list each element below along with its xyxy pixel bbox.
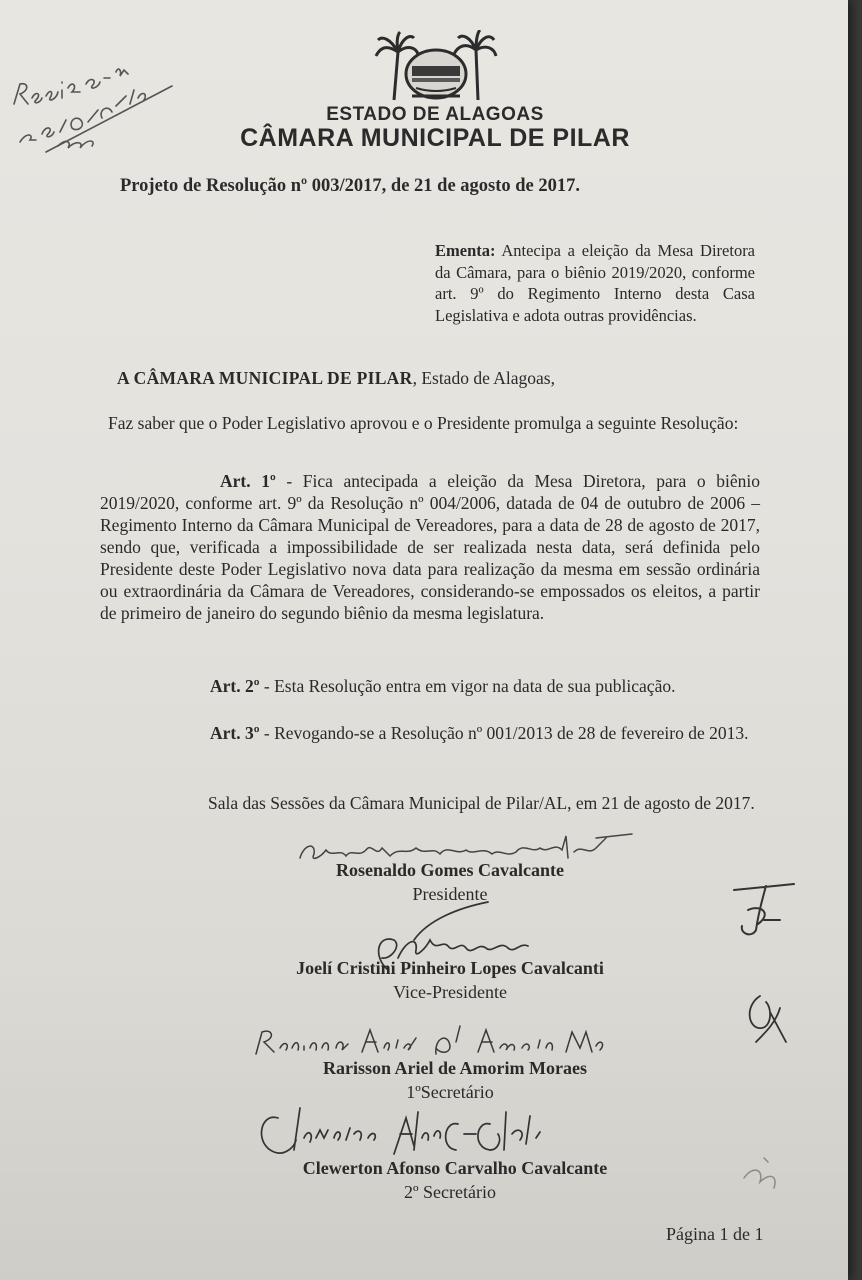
- margin-initial-3: [734, 1138, 794, 1198]
- document-title: Projeto de Resolução nº 003/2017, de 21 de agosto de 2017.: [120, 176, 581, 196]
- article-3: [96, 722, 760, 744]
- signatory-3-role: 1ºSecretário: [406, 1082, 494, 1102]
- salutation: [117, 368, 555, 389]
- signature-mark-second-secretary: [250, 1104, 550, 1162]
- page-number: Página 1 de 1: [666, 1224, 764, 1244]
- signatory-3-name: Rarisson Ariel de Amorim Moraes: [323, 1058, 587, 1078]
- margin-initial-2: [740, 988, 800, 1048]
- article-2-text: - Esta Resolução entra em vigor na data de sua publicação.: [259, 676, 676, 696]
- ementa-block: [435, 240, 755, 326]
- signatory-4-name: Clewerton Afonso Carvalho Cavalcante: [302, 1158, 608, 1178]
- margin-initial-1: [728, 880, 808, 940]
- signatory-4-role: 2º Secretário: [403, 1182, 497, 1202]
- salutation-rest: , Estado de Alagoas,: [412, 368, 555, 388]
- article-3-text: - Revogando-se a Resolução nº 001/2013 de 28 de fevereiro de 2013.: [259, 723, 749, 743]
- article-1: [100, 470, 760, 624]
- signatory-1-role: Presidente: [412, 884, 488, 904]
- header-state: ESTADO DE ALAGOAS: [326, 104, 544, 125]
- article-2: [210, 676, 675, 697]
- ementa-text: Antecipa a eleição da Mesa Diretora da Câmara, para o biênio 2019/2020, conforme art. 9º do Regimento Interno desta Casa Legislativa e adota outras providências.: [435, 241, 756, 325]
- handwritten-receipt-note: [6, 34, 176, 164]
- closing-statement: Sala das Sessões da Câmara Municipal de Pilar/AL, em 21 de agosto de 2017.: [208, 793, 755, 813]
- article-2-label: Art. 2º: [210, 676, 260, 696]
- preamble: Faz saber que o Poder Legislativo aprovou e o Presidente promulga a seguinte Resolução:: [108, 413, 739, 433]
- header-chamber: CÂMARA MUNICIPAL DE PILAR: [240, 124, 630, 152]
- signatory-2-name: Joelí Cristini Pinheiro Lopes Cavalcanti: [296, 958, 604, 978]
- article-1-text: - Fica antecipada a eleição da Mesa Diretora, para o biênio 2019/2020, conforme art. 9º da Resolução nº 004/2006, datada de 04 de outubro de 2006 – Regimento Interno da Câmara Municipal de Vereadores, para a data de 28 de agosto de 2017, sendo que, verificada a impossibilidade de ser realizada nesta data, será definida pelo Presidente deste Poder Legislativo nova data para realização da mesma em sessão ordinária ou extraordinária da Câmara de Vereadores, considerando-se empossados os eleitos, a partir de primeiro de janeiro do segundo biênio da mesma legislatura.: [100, 471, 760, 623]
- municipal-coat-of-arms-icon: [372, 30, 498, 102]
- article-3-label: Art. 3º: [210, 723, 260, 743]
- ementa-label: Ementa:: [435, 241, 496, 260]
- salutation-entity: A CÂMARA MUNICIPAL DE PILAR: [117, 368, 413, 388]
- article-1-label: Art. 1º: [220, 471, 276, 491]
- signatory-2-role: Vice-Presidente: [393, 982, 507, 1002]
- signatory-1-name: Rosenaldo Gomes Cavalcante: [336, 860, 564, 880]
